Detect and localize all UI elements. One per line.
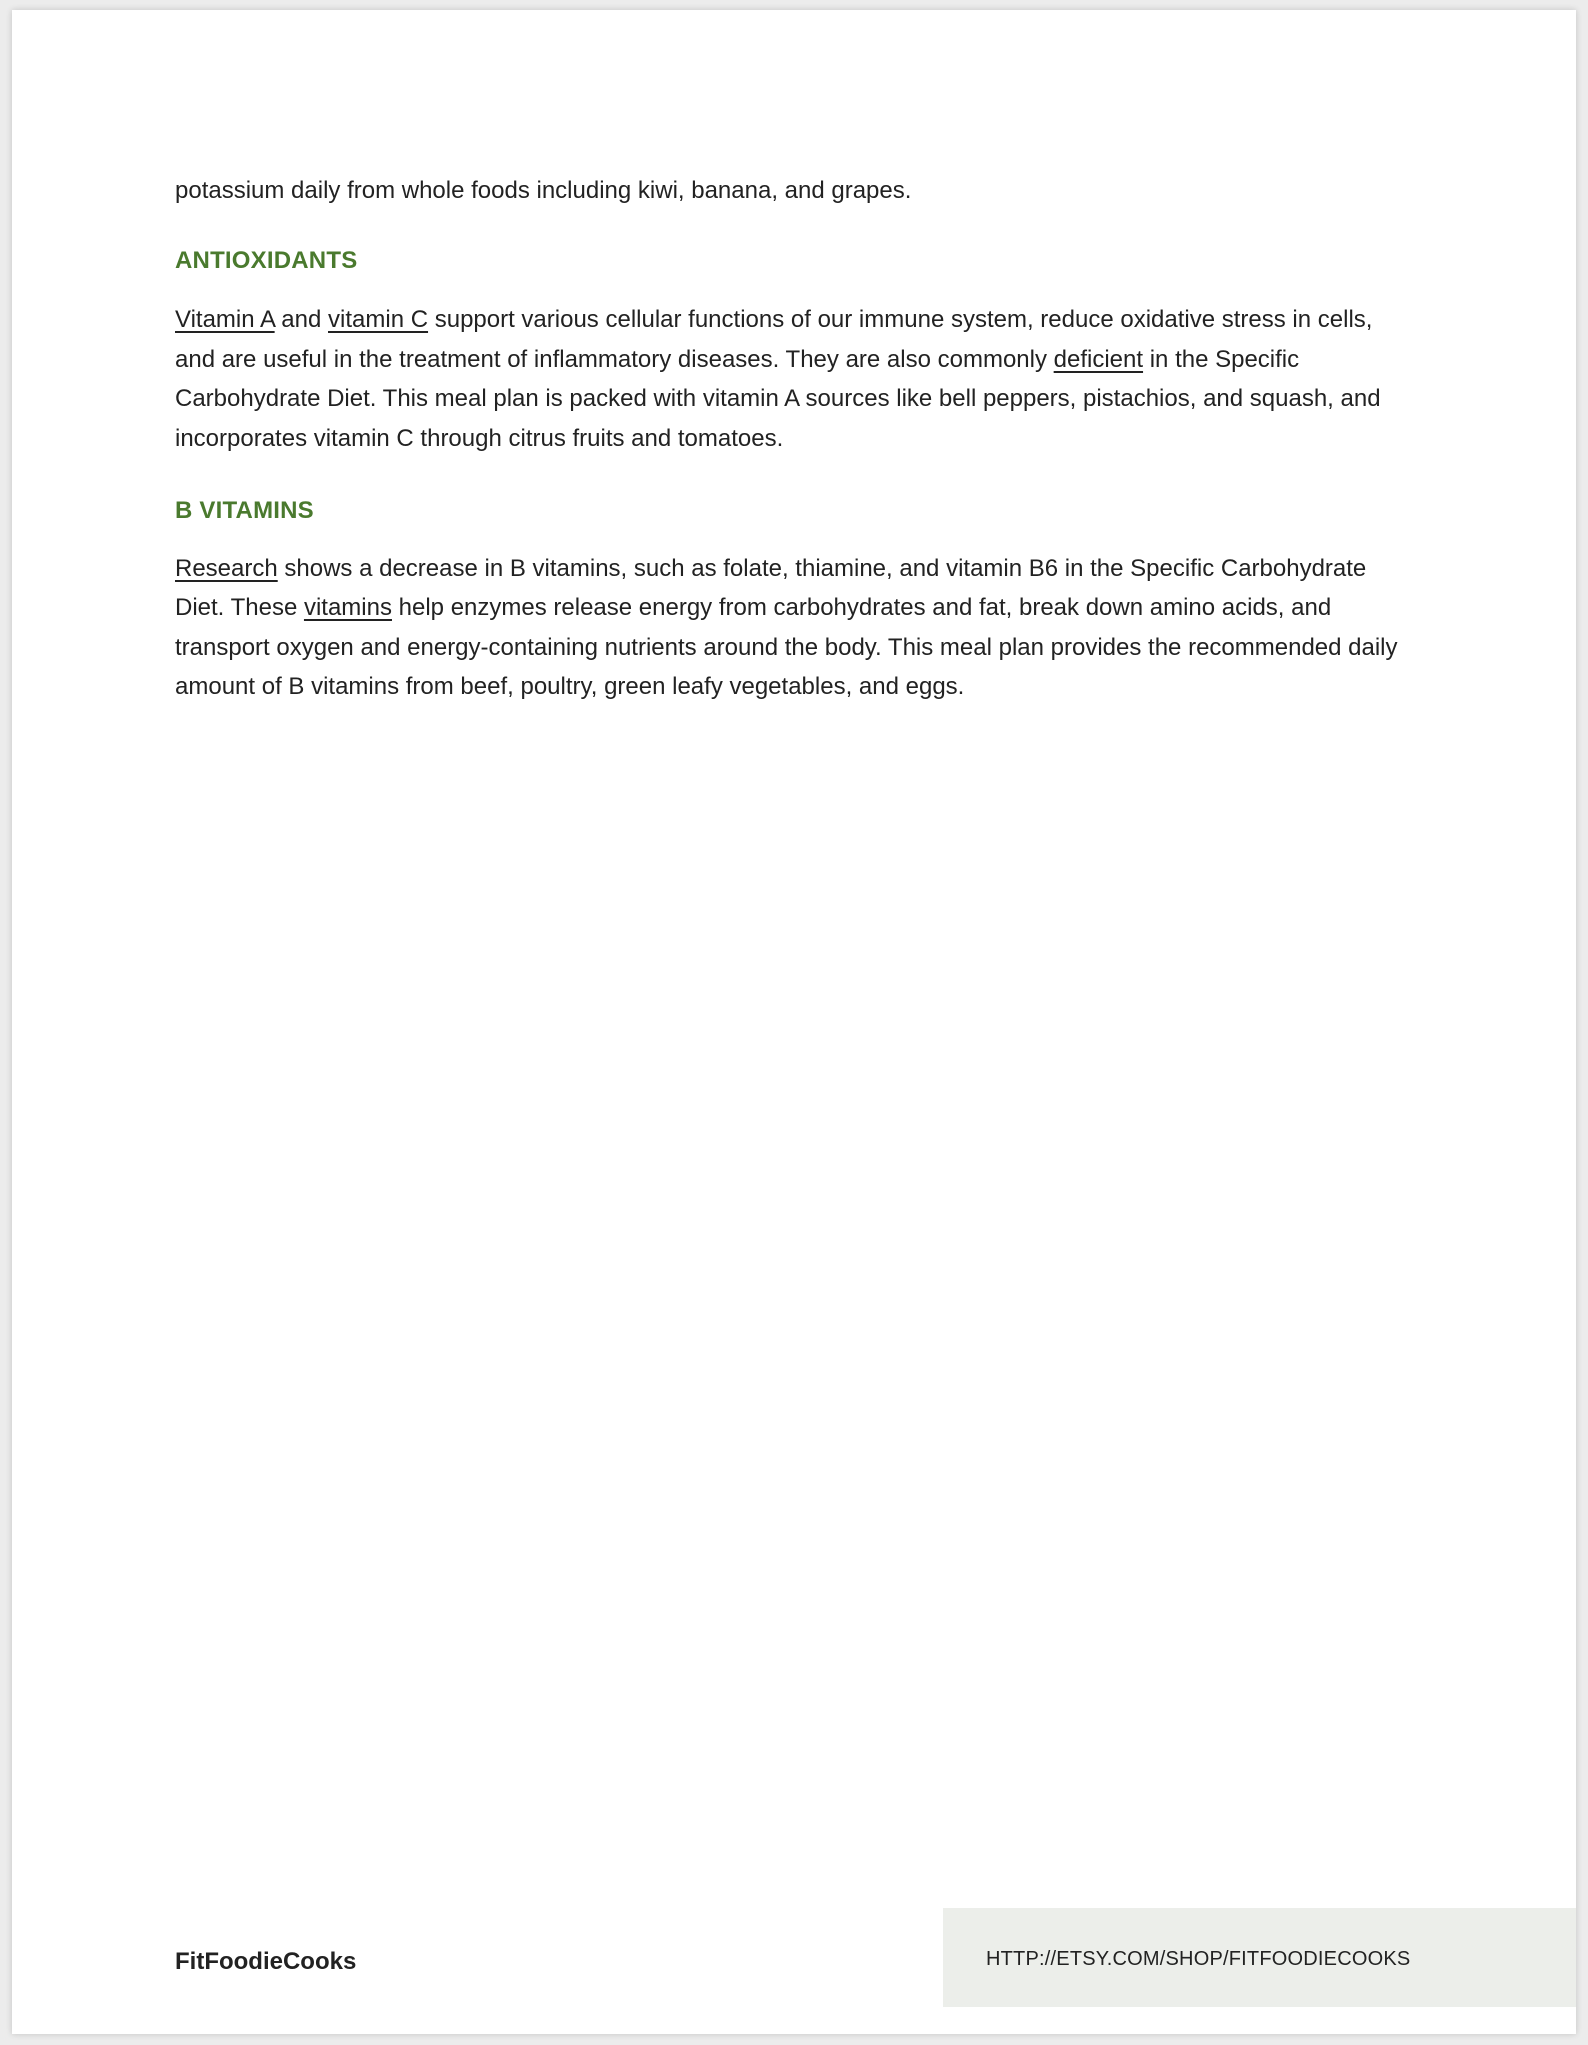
antioxidants-text-and: and (274, 306, 329, 333)
page-content (175, 171, 1415, 707)
document-page (12, 10, 1576, 2034)
research-link[interactable]: Research (175, 554, 278, 582)
b-vitamins-heading: B VITAMINS (175, 497, 314, 524)
b-vitamins-paragraph (175, 549, 1415, 707)
antioxidants-text-2: in the Specific Carbohydrate Diet. This meal plan is packed with vitamin A sources like bell peppers, pistachios, and squash, and incorporates vitamin C through citrus fruits and tomatoes. (175, 345, 1381, 452)
antioxidants-paragraph (175, 300, 1415, 458)
vitamins-link[interactable]: vitamins (303, 594, 392, 621)
intro-paragraph: potassium daily from whole foods including kiwi, banana, and grapes. (175, 177, 912, 204)
antioxidants-text-1: support various cellular functions of our immune system, reduce oxidative stress in cells, and are useful in the treatment of inflammatory diseases. They are also commonly (175, 306, 1373, 373)
vitamin-a-link[interactable]: Vitamin A (175, 306, 275, 333)
antioxidants-heading: ANTIOXIDANTS (175, 246, 358, 274)
b-vitamins-text-2: help enzymes release energy from carbohydrates and fat, break down amino acids, and transport oxygen and energy-containing nutrients around the body. This meal plan provides the recommended daily amount of B vitamins from beef, poultry, green leafy vegetables, and eggs. (175, 594, 1398, 700)
b-vitamins-text-1: shows a decrease in B vitamins, such as folate, thiamine, and vitamin B6 in the Specific Carbohydrate Diet. These (175, 554, 1367, 621)
footer-url-link[interactable]: HTTP://ETSY.COM/SHOP/FITFOODIECOOKS (986, 1948, 1411, 1970)
vitamin-c-link[interactable]: vitamin C (328, 306, 429, 333)
footer-url-box (943, 1908, 1576, 2007)
deficient-link[interactable]: deficient (1053, 345, 1144, 373)
footer-brand: FitFoodieCooks (175, 1948, 357, 1975)
